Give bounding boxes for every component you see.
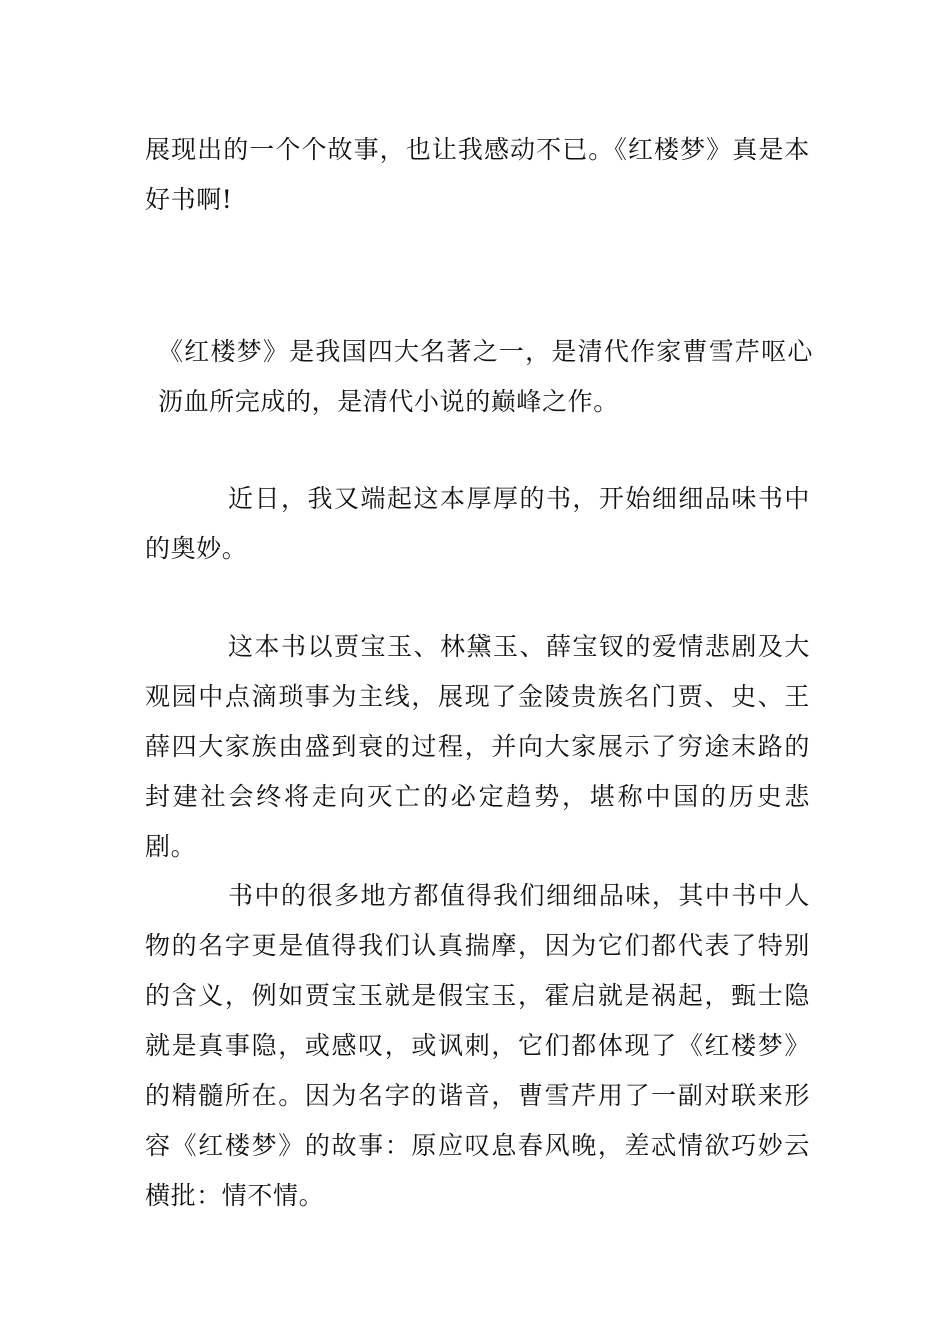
paragraph-plot-summary: 这本书以贾宝玉、林黛玉、薛宝钗的爱情悲剧及大观园中点滴琐事为主线，展现了金陵贵族名门贾、史、王薛四大家族由盛到衰的过程，并向大家展示了穷途末路的封建社会终将走向灭亡的必定趋势，堪称中国的历史悲剧。 (145, 632, 810, 861)
paragraph-character-names: 书中的很多地方都值得我们细细品味，其中书中人物的名字更是值得我们认真揣摩，因为它们都代表了特别的含义，例如贾宝玉就是假宝玉，霍启就是祸起，甄士隐就是真事隐，或感叹，或讽刺，它们都体现了《红楼梦》的精髓所在。因为名字的谐音，曹雪芹用了一副对联来形容《红楼梦》的故事：原应叹息春风晚，差忒情欲巧妙云横批：情不情。 (145, 881, 810, 1210)
paragraph-reading: 近日，我又端起这本厚厚的书，开始细细品味书中的奥妙。 (145, 484, 810, 563)
paragraph-intro: 《红楼梦》是我国四大名著之一，是清代作家曹雪芹呕心沥血所完成的，是清代小说的巅峰之作。 (158, 337, 813, 416)
paragraph-conclusion: 展现出的一个个故事，也让我感动不已。《红楼梦》真是本好书啊! (145, 135, 810, 214)
